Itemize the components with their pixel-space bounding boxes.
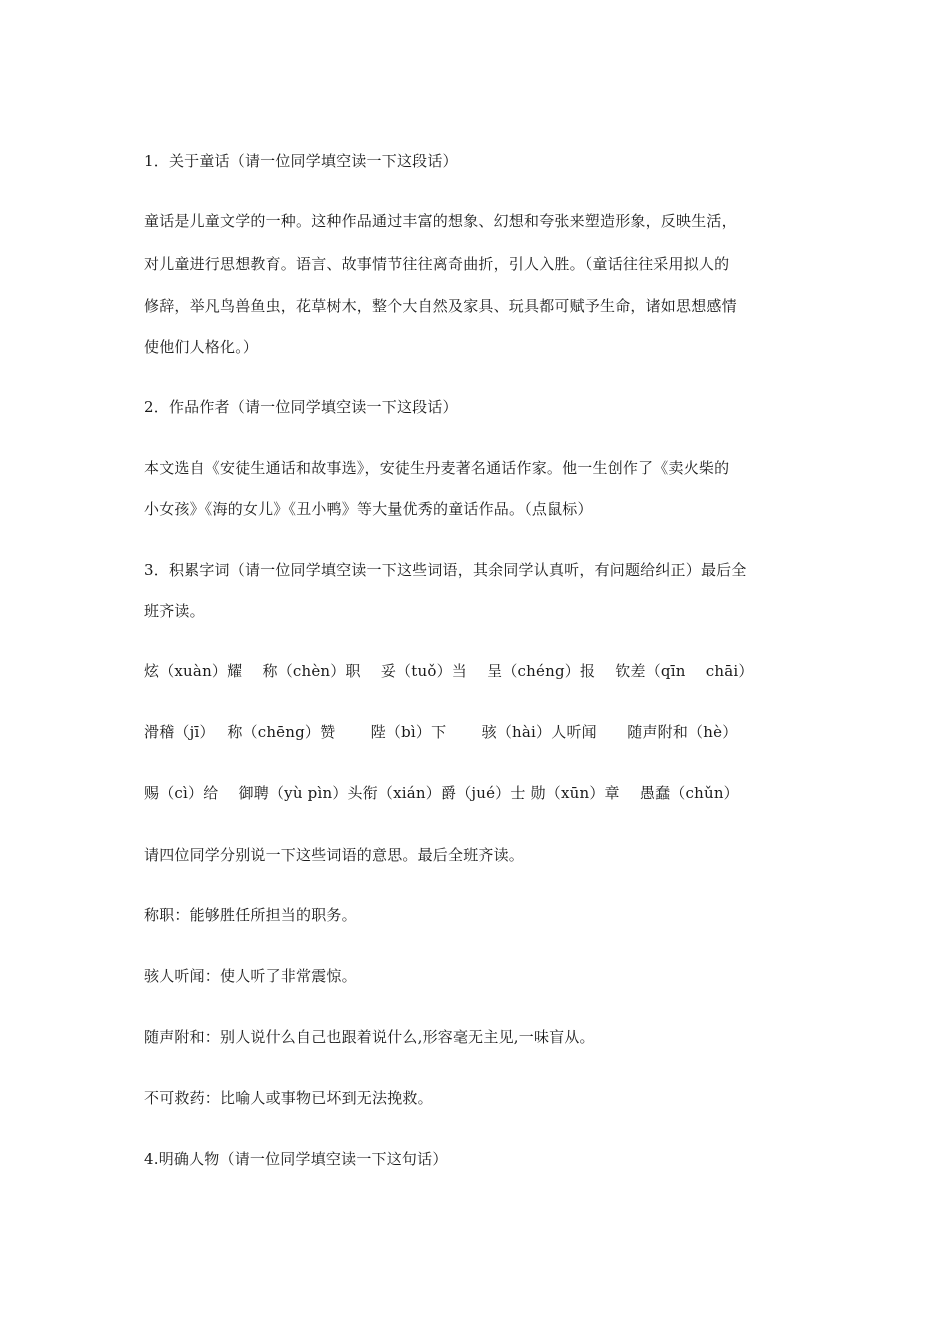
definition-item: 不可救药：比喻人或事物已坏到无法挽救。 bbox=[144, 1089, 433, 1107]
body-line: 本文选自《安徒生通话和故事选》，安徒生丹麦著名通话作家。他一生创作了《卖火柴的 bbox=[144, 459, 730, 477]
section-4-heading: 4.明确人物（请一位同学填空读一下这句话） bbox=[144, 1150, 448, 1168]
body-line: 小女孩》《海的女儿》《丑小鸭》等大量优秀的童话作品。（点鼠标） bbox=[144, 500, 593, 518]
body-line: 对儿童进行思想教育。语言、故事情节往往离奇曲折，引人入胜。（童话往往采用拟人的 bbox=[144, 255, 730, 273]
body-line: 修辞，举凡鸟兽鱼虫，花草树木，整个大自然及家具、玩具都可赋予生命，诸如思想感情 bbox=[144, 297, 737, 315]
definition-item: 骇人听闻：使人听了非常震惊。 bbox=[144, 967, 357, 985]
body-line: 使他们人格化。） bbox=[144, 338, 259, 356]
section-1-heading: 1．关于童话（请一位同学填空读一下这段话） bbox=[144, 152, 458, 170]
definition-item: 称职：能够胜任所担当的职务。 bbox=[144, 906, 357, 924]
heading-line: 3．积累字词（请一位同学填空读一下这些词语，其余同学认真听，有问题给纠正）最后全 bbox=[144, 561, 747, 579]
definition-item: 随声附和：别人说什么自己也跟着说什么,形容毫无主见,一味盲从。 bbox=[144, 1028, 595, 1046]
instruction-text: 请四位同学分别说一下这些词语的意思。最后全班齐读。 bbox=[144, 846, 525, 864]
vocab-row: 炫（xuàn）耀 称（chèn）职 妥（tuǒ）当 呈（chéng）报 钦差（qīn chāi） bbox=[144, 662, 754, 680]
vocab-row: 滑稽（jī） 称（chēng）赞 陛（bì）下 骇（hài）人听闻 随声附和（hè） bbox=[144, 723, 738, 741]
body-line: 童话是儿童文学的一种。这种作品通过丰富的想象、幻想和夸张来塑造形象，反映生活， bbox=[144, 212, 737, 230]
section-2-heading: 2．作品作者（请一位同学填空读一下这段话） bbox=[144, 398, 458, 416]
vocab-row: 赐（cì）给 御聘（yù pìn）头衔（xián）爵（jué）士 勋（xūn）章 愚蠢（chǔn） bbox=[144, 784, 739, 802]
heading-line: 班齐读。 bbox=[144, 602, 205, 620]
